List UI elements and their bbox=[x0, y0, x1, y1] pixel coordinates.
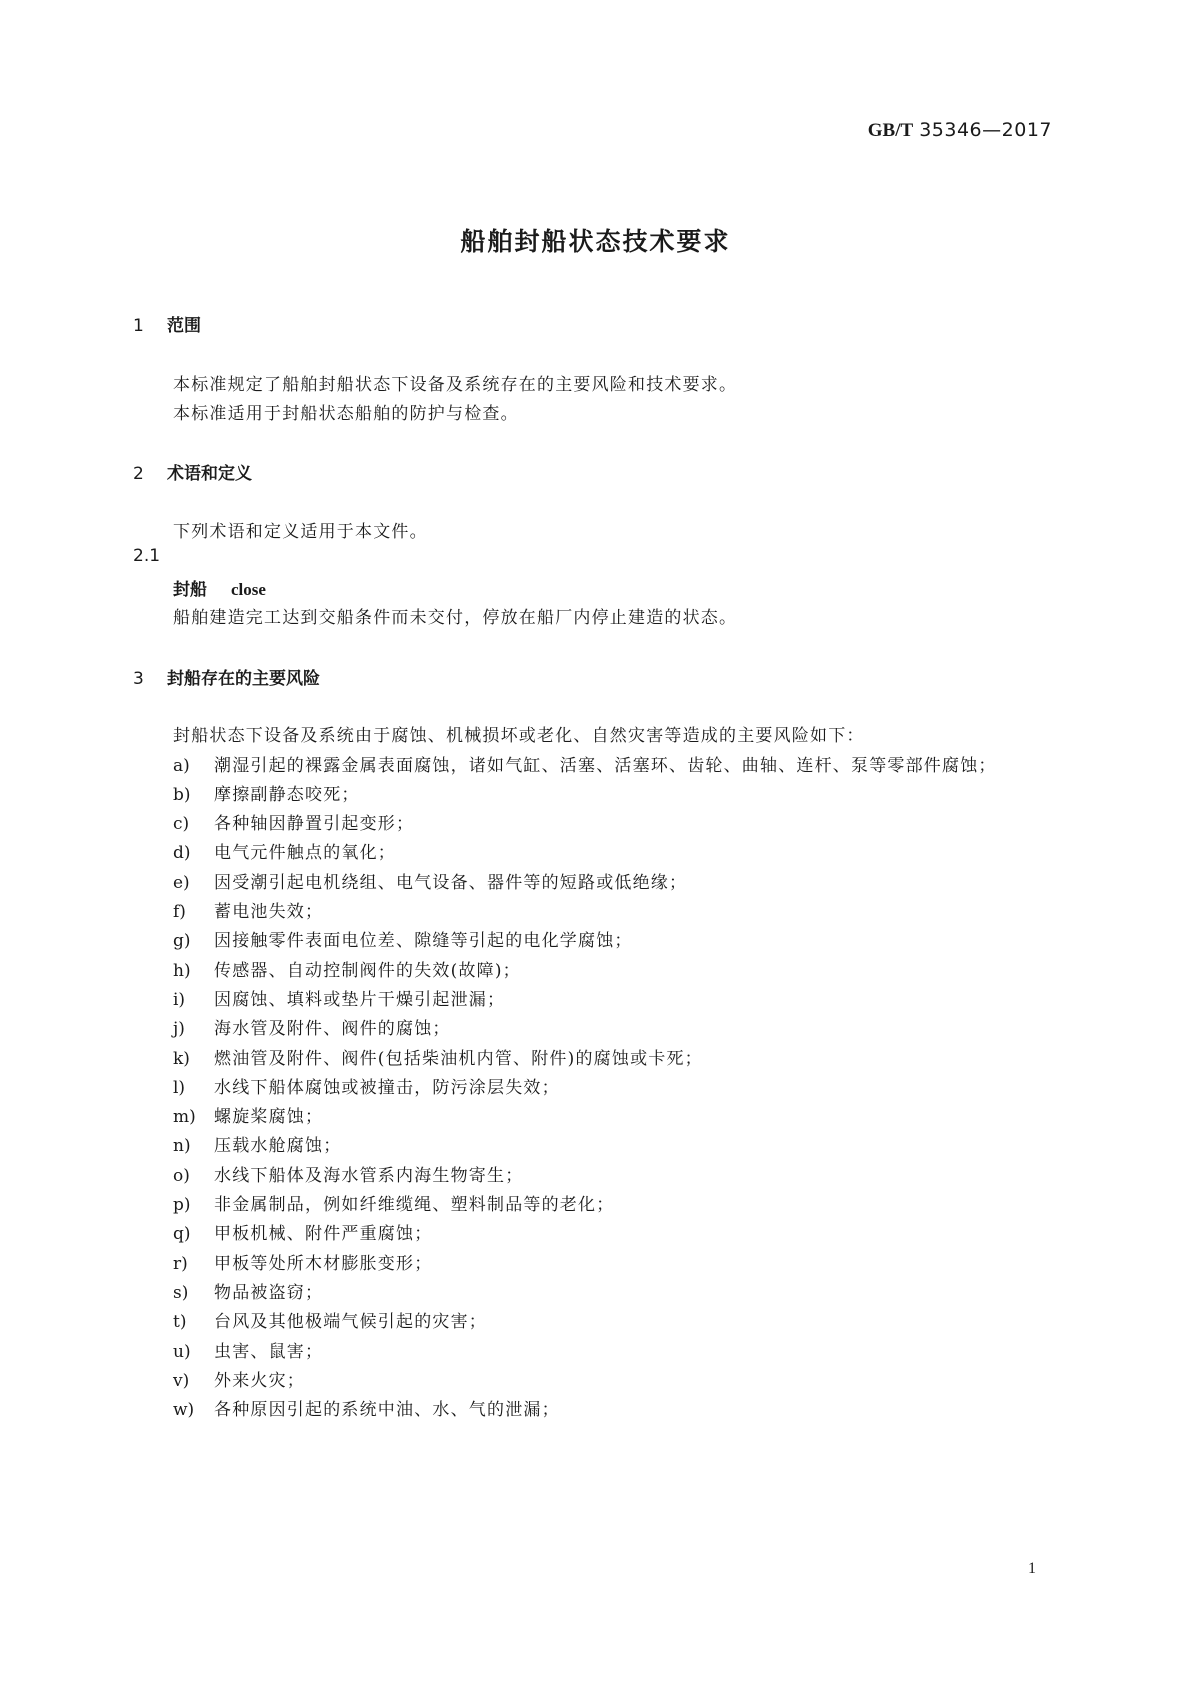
list-label: m) bbox=[173, 1107, 196, 1127]
section-number: 1 bbox=[133, 316, 144, 336]
list-text: 非金属制品，例如纤维缆绳、塑料制品等的老化； bbox=[214, 1195, 615, 1215]
term-number: 2.1 bbox=[133, 546, 161, 566]
list-text: 螺旋桨腐蚀； bbox=[214, 1107, 324, 1127]
list-item bbox=[173, 1337, 323, 1362]
list-label: n) bbox=[173, 1136, 191, 1156]
list-label: p) bbox=[173, 1195, 191, 1215]
list-label: v) bbox=[173, 1371, 190, 1391]
list-item bbox=[173, 838, 396, 863]
term-chinese: 封船 bbox=[173, 580, 207, 600]
list-text: 物品被盗窃； bbox=[214, 1283, 324, 1303]
term-entry bbox=[173, 575, 266, 600]
list-item bbox=[173, 1044, 703, 1069]
list-item bbox=[173, 751, 997, 776]
paragraph: 下列术语和定义适用于本文件。 bbox=[173, 522, 428, 542]
list-text: 燃油管及附件、阀件(包括柴油机内管、附件)的腐蚀或卡死； bbox=[214, 1049, 703, 1069]
list-label: a) bbox=[173, 756, 190, 776]
list-label: q) bbox=[173, 1224, 191, 1244]
list-text: 甲板机械、附件严重腐蚀； bbox=[214, 1224, 433, 1244]
list-label: f) bbox=[173, 902, 186, 922]
list-text: 因受潮引起电机绕组、电气设备、器件等的短路或低绝缘； bbox=[214, 873, 688, 893]
standard-prefix: GB/T bbox=[867, 120, 914, 141]
list-text: 台风及其他极端气候引起的灾害； bbox=[214, 1312, 487, 1332]
list-label: b) bbox=[173, 785, 191, 805]
list-text: 蓄电池失效； bbox=[214, 902, 324, 922]
section-title: 封船存在的主要风险 bbox=[167, 669, 320, 689]
list-text: 传感器、自动控制阀件的失效(故障)； bbox=[214, 961, 521, 981]
list-text: 因腐蚀、填料或垫片干燥引起泄漏； bbox=[214, 990, 506, 1010]
list-label: l) bbox=[173, 1078, 186, 1098]
document-title: 船舶封船状态技术要求 bbox=[460, 227, 731, 256]
list-item bbox=[173, 1190, 614, 1215]
list-label: w) bbox=[173, 1400, 195, 1420]
list-item bbox=[173, 1278, 323, 1303]
standard-code: 35346—2017 bbox=[919, 119, 1052, 141]
list-item bbox=[173, 809, 414, 834]
list-item bbox=[173, 1366, 305, 1391]
list-text: 电气元件触点的氧化； bbox=[214, 843, 396, 863]
list-text: 甲板等处所木材膨胀变形； bbox=[214, 1254, 433, 1274]
paragraph: 本标准规定了船舶封船状态下设备及系统存在的主要风险和技术要求。 bbox=[173, 375, 738, 395]
standard-number bbox=[868, 119, 1052, 142]
list-label: t) bbox=[173, 1312, 187, 1332]
list-label: c) bbox=[173, 814, 190, 834]
section-3-heading bbox=[133, 664, 320, 689]
list-text: 因接触零件表面电位差、隙缝等引起的电化学腐蚀； bbox=[214, 931, 633, 951]
list-item bbox=[173, 1131, 341, 1156]
section-number: 3 bbox=[133, 669, 144, 689]
list-text: 摩擦副静态咬死； bbox=[214, 785, 360, 805]
list-item bbox=[173, 926, 633, 951]
paragraph: 本标准适用于封船状态船舶的防护与检查。 bbox=[173, 404, 519, 424]
list-label: s) bbox=[173, 1283, 189, 1303]
section-2-heading bbox=[133, 459, 252, 484]
list-item bbox=[173, 1161, 523, 1186]
list-label: u) bbox=[173, 1342, 191, 1362]
list-item bbox=[173, 1395, 560, 1420]
list-label: d) bbox=[173, 843, 191, 863]
list-item bbox=[173, 1307, 487, 1332]
section-1-heading bbox=[133, 311, 201, 336]
list-text: 水线下船体腐蚀或被撞击，防污涂层失效； bbox=[214, 1078, 560, 1098]
term-english: close bbox=[231, 580, 266, 599]
list-item bbox=[173, 1249, 432, 1274]
section-title: 范围 bbox=[167, 316, 201, 336]
list-text: 水线下船体及海水管系内海生物寄生； bbox=[214, 1166, 524, 1186]
list-text: 外来火灾； bbox=[214, 1371, 305, 1391]
section-intro: 封船状态下设备及系统由于腐蚀、机械损坏或老化、自然灾害等造成的主要风险如下： bbox=[173, 726, 865, 746]
list-label: j) bbox=[173, 1019, 185, 1039]
list-item bbox=[173, 1014, 451, 1039]
list-item bbox=[173, 1073, 560, 1098]
list-text: 潮湿引起的裸露金属表面腐蚀，诸如气缸、活塞、活塞环、齿轮、曲轴、连杆、泵等零部件腐蚀； bbox=[214, 756, 997, 776]
list-item bbox=[173, 985, 505, 1010]
list-text: 压载水舱腐蚀； bbox=[214, 1136, 342, 1156]
list-text: 各种轴因静置引起变形； bbox=[214, 814, 415, 834]
page-number: 1 bbox=[1028, 1560, 1036, 1577]
list-item bbox=[173, 868, 687, 893]
list-text: 各种原因引起的系统中油、水、气的泄漏； bbox=[214, 1400, 560, 1420]
section-number: 2 bbox=[133, 464, 144, 484]
list-label: r) bbox=[173, 1254, 188, 1274]
list-label: k) bbox=[173, 1049, 190, 1069]
list-label: e) bbox=[173, 873, 190, 893]
list-item bbox=[173, 780, 360, 805]
list-item bbox=[173, 956, 521, 981]
term-definition: 船舶建造完工达到交船条件而未交付，停放在船厂内停止建造的状态。 bbox=[173, 608, 738, 628]
list-item bbox=[173, 897, 323, 922]
list-label: i) bbox=[173, 990, 186, 1010]
list-label: o) bbox=[173, 1166, 190, 1186]
list-text: 海水管及附件、阀件的腐蚀； bbox=[214, 1019, 451, 1039]
list-label: h) bbox=[173, 961, 191, 981]
list-item bbox=[173, 1219, 432, 1244]
list-item bbox=[173, 1102, 323, 1127]
list-text: 虫害、鼠害； bbox=[214, 1342, 324, 1362]
section-title: 术语和定义 bbox=[167, 464, 252, 484]
list-label: g) bbox=[173, 931, 191, 951]
